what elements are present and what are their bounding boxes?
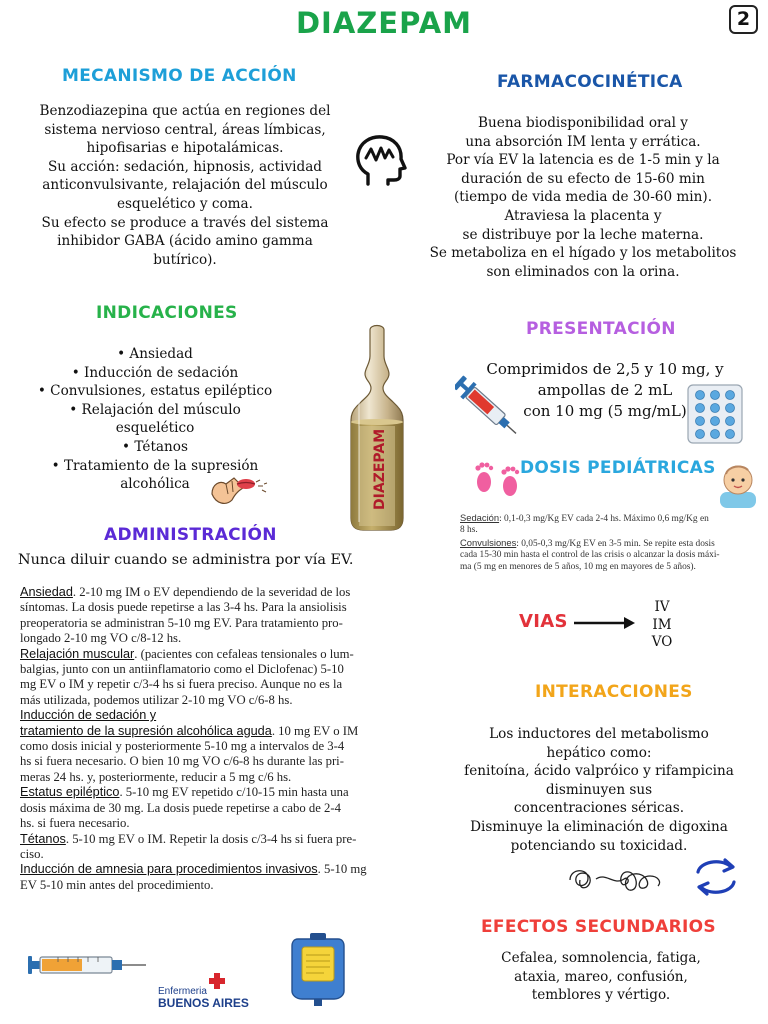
admin-tetanus-label: Tétanos xyxy=(20,831,66,846)
pill-blister-icon xyxy=(686,383,744,445)
interactions-line: Disminuye la eliminación de digoxina xyxy=(470,818,728,835)
diazepam-ampoule-image xyxy=(337,322,417,532)
admin-line: balgias, junto con un antiinflamatorio como el Diclofenac) 5-10 xyxy=(20,662,344,677)
presentation-line: con 10 mg (5 mg/mL) xyxy=(523,402,687,420)
brain-head-icon xyxy=(352,132,408,188)
page-title: DIAZEPAM xyxy=(295,6,473,40)
iv-bag-icon xyxy=(290,933,346,1007)
pharmacokinetics-heading: FARMACOCINÉTICA xyxy=(497,72,683,92)
indications-item: • Convulsiones, estatus epiléptico xyxy=(37,383,273,400)
right-arrow-icon xyxy=(572,614,638,632)
interactions-line: Los inductores del metabolismo xyxy=(489,726,709,742)
pharmacokinetics-line: son eliminados con la orina. xyxy=(486,263,680,280)
mechanism-text xyxy=(10,102,360,269)
route-item: IM xyxy=(652,616,672,633)
admin-muscle-label: Relajación muscular xyxy=(20,646,135,661)
scribble-icon xyxy=(566,862,666,896)
pharmacokinetics-line: Se metaboliza en el hígado y los metabolitos xyxy=(429,245,737,262)
presentation-line: Comprimidos de 2,5 y 10 mg, y xyxy=(486,360,724,378)
admin-amnesia-label: Inducción de amnesia para procedimientos invasivos xyxy=(20,862,318,877)
pharmacokinetics-line: una absorción IM lenta y errática. xyxy=(465,133,701,150)
pharmacokinetics-line: Buena biodisponibilidad oral y xyxy=(478,115,688,131)
mechanism-line: Benzodiazepina que actúa en regiones del xyxy=(39,103,331,119)
indications-item: • Inducción de sedación xyxy=(71,364,239,381)
presentation-heading: PRESENTACIÓN xyxy=(526,319,676,339)
route-item: VO xyxy=(651,634,673,650)
pediatric-line: ma (5 mg en menores de 5 años, 10 mg en mayores de 5 años). xyxy=(460,561,696,572)
indications-item: • Relajación del músculo xyxy=(69,401,241,418)
pediatric-line: : 0,05-0,3 mg/Kg EV en 3-5 min. Se repite esta dosis xyxy=(516,538,715,549)
interactions-line: potenciando su toxicidad. xyxy=(510,837,688,854)
admin-anxiety-label: Ansiedad xyxy=(20,585,73,599)
admin-line: síntomas. La dosis puede repetirse a las 3-4 hs. Para la ansiolisis xyxy=(20,600,347,615)
mechanism-line: anticonvulsivante, relajación del músculo xyxy=(42,177,328,194)
admin-sedation-label-2: tratamiento de la supresión alcohólica aguda xyxy=(20,723,272,738)
side-effects-line: temblores y vértigo. xyxy=(531,987,671,1004)
admin-line: dosis máxima de 30 mg. La dosis puede repetirse a cabo de 2-4 xyxy=(20,800,341,815)
pharmacokinetics-line: (tiempo de vida media de 30-60 min). xyxy=(453,189,713,206)
ampoule-label: DIAZEPAM xyxy=(372,428,388,510)
indications-item: • Tratamiento de la supresión xyxy=(51,457,259,474)
mechanism-heading: MECANISMO DE ACCIÓN xyxy=(62,66,297,86)
admin-line: ciso. xyxy=(20,846,44,861)
mechanism-line: Su acción: sedación, hipnosis, actividad xyxy=(47,158,323,175)
side-effects-line: ataxia, mareo, confusión, xyxy=(514,968,688,985)
indications-heading: INDICACIONES xyxy=(96,303,238,323)
logo-line-2: BUENOS AIRES xyxy=(158,996,249,1010)
indications-item: • Ansiedad xyxy=(117,346,193,362)
admin-line: . 5-10 mg xyxy=(317,862,367,877)
pharmacokinetics-text xyxy=(408,114,758,281)
mechanism-line: esquelético y coma. xyxy=(117,195,253,212)
red-cross-icon xyxy=(208,972,226,990)
side-effects-line: Cefalea, somnolencia, fatiga, xyxy=(501,950,701,966)
pharmacokinetics-line: se distribuye por la leche materna. xyxy=(462,226,704,243)
admin-line: hs si fuera necesario. O bien 10 mg VO c/6-8 hs durante las pri- xyxy=(20,754,344,769)
interactions-line: disminuyen sus xyxy=(545,781,653,798)
admin-line: hs. si fuera necesario. xyxy=(20,816,130,831)
pediatric-heading: DOSIS PEDIÁTRICAS xyxy=(520,458,716,478)
pediatric-convulsions-label: Convulsiones xyxy=(460,536,517,548)
mechanism-line: Su efecto se produce a través del sistema xyxy=(41,214,329,231)
indications-item: alcohólica xyxy=(120,476,190,493)
indications-item: • Tétanos xyxy=(122,438,188,455)
pediatric-line: 8 hs. xyxy=(460,525,478,536)
admin-line: . 10 mg EV o IM xyxy=(271,723,359,738)
interactions-line: fenitoína, ácido valpróico y rifampicina xyxy=(464,763,734,780)
pediatric-text xyxy=(460,512,720,573)
admin-line: como dosis inicial y posteriormente 5-10 mg a intervalos de 3-4 xyxy=(20,739,345,754)
pediatric-sedation-label: Sedación xyxy=(460,512,500,523)
presentation-line: ampollas de 2 mL xyxy=(537,381,673,399)
admin-line: . 5-10 mg EV repetido c/10-15 min hasta una xyxy=(119,785,349,800)
pediatric-line: : 0,1-0,3 mg/Kg EV cada 2-4 hs. Máximo 0,6 mg/Kg en xyxy=(499,514,709,524)
syringe-bottom-icon xyxy=(28,952,148,978)
admin-line: más utilizada, podemos utilizar 2-10 mg VO c/6-8 hs. xyxy=(20,692,293,707)
admin-line: . 5-10 mg EV o IM. Repetir la dosis c/3-4 hs si fuera pre- xyxy=(65,831,357,846)
page-number-badge: 2 xyxy=(729,5,758,34)
indications-item: esquelético xyxy=(115,420,195,437)
administration-text xyxy=(20,585,367,893)
mechanism-line: butírico). xyxy=(153,251,217,268)
syringe-icon xyxy=(455,375,525,445)
admin-sedation-label: Inducción de sedación y xyxy=(20,708,157,723)
logo-line-1: Enfermeria xyxy=(158,986,207,997)
route-item: IV xyxy=(654,599,670,615)
cycle-arrows-icon xyxy=(690,856,742,898)
routes-label: VIAS xyxy=(519,611,568,632)
pediatric-line: cada 15-30 min hasta el control de las crisis o alcanzar la dosis máxi- xyxy=(460,550,720,561)
administration-heading: ADMINISTRACIÓN xyxy=(104,525,277,545)
admin-line: meras 24 hs. y, posteriormente, reducir a 5 mg c/6 hs. xyxy=(20,769,292,784)
admin-line: preoperatoria se administran 5-10 mg EV. Para tratamiento pro- xyxy=(20,615,343,630)
admin-line: mg EV o IM y repetir c/3-4 hs si fuera preciso. Aunque no es la xyxy=(20,677,343,692)
mechanism-line: inhibidor GABA (ácido amino gamma xyxy=(57,233,313,250)
mechanism-line: hipofisarias e hipotalámicas. xyxy=(86,140,284,157)
admin-line: longado 2-10 mg VO c/8-12 hs. xyxy=(20,631,182,646)
administration-note: Nunca diluir cuando se administra por vía EV. xyxy=(18,552,354,568)
interactions-text xyxy=(440,725,758,855)
mechanism-line: sistema nervioso central, áreas límbicas, xyxy=(44,121,326,138)
baby-icon xyxy=(712,460,762,510)
admin-epileptic-label: Estatus epiléptico xyxy=(20,785,120,800)
routes-list xyxy=(640,599,684,652)
pharmacokinetics-line: Por vía EV la latencia es de 1-5 min y la xyxy=(446,152,720,169)
interactions-heading: INTERACCIONES xyxy=(535,682,693,702)
interactions-line: hepático como: xyxy=(546,744,652,761)
pharmacokinetics-line: Atraviesa la placenta y xyxy=(504,207,662,224)
side-effects-heading: EFECTOS SECUNDARIOS xyxy=(481,917,716,937)
interactions-line: concentraciones séricas. xyxy=(513,800,685,817)
side-effects-text xyxy=(466,949,736,1005)
baby-feet-icon xyxy=(470,456,526,502)
hand-lips-icon xyxy=(206,470,272,508)
admin-line: . (pacientes con cefaleas tensionales o lum- xyxy=(134,646,354,661)
pharmacokinetics-line: duración de su efecto de 15-60 min xyxy=(461,170,705,187)
admin-line: . 2-10 mg IM o EV dependiendo de la severidad de los xyxy=(72,585,351,599)
admin-line: EV 5-10 min antes del procedimiento. xyxy=(20,877,214,892)
